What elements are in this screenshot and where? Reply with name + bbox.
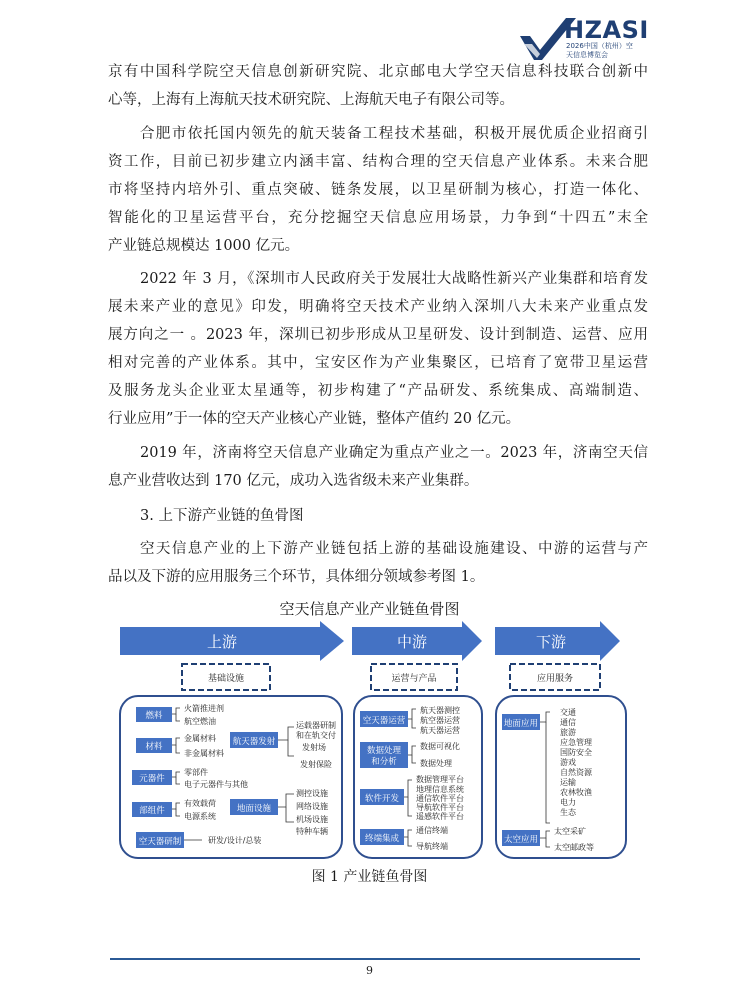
terminal-item: 导航终端	[416, 842, 448, 851]
paragraph-line: 展未来产业的意见》印发，明确将空天技术产业纳入深圳八大未来产业重点发	[108, 299, 648, 315]
terminal-node-label: 终端集成	[364, 834, 400, 844]
paragraph-line: 相对完善的产业体系。其中，宝安区作为产业集聚区，已培育了宽带卫星运营	[108, 355, 648, 371]
ground-item: 特种车辆	[296, 827, 328, 836]
downstream-arrow-label: 下游	[535, 633, 567, 651]
ground-node-label: 地面设施	[236, 804, 272, 814]
software-node-label: 软件开发	[364, 794, 400, 804]
component-node-label: 元器件	[139, 774, 165, 784]
paragraph-line: 行业应用”于一体的空天产业核心产业链，整体产值约 20 亿元。	[108, 411, 521, 427]
ground-app-item: 国防安全	[560, 748, 592, 757]
rnd-item: 研发/设计/总装	[208, 836, 262, 845]
ground-app-item: 旅游	[560, 728, 576, 737]
rnd-node-label: 空天器研制	[138, 837, 182, 847]
paragraph-line: 京有中国科学院空天信息创新研究院、北京邮电大学空天信息科技联合创新中	[108, 64, 648, 80]
launch-item: 发射场	[302, 743, 326, 752]
ground-item: 网络设施	[296, 802, 328, 811]
paragraph-line: 产业链总规模达 1000 亿元。	[108, 238, 300, 254]
paragraph-line: 空天信息产业的上下游产业链包括上游的基础设施建设、中游的运营与产	[140, 541, 648, 557]
ground-app-item: 生态	[560, 808, 576, 817]
software-item: 地理信息系统	[416, 785, 464, 794]
fishbone-diagram	[114, 620, 634, 866]
material-item: 非金属材料	[184, 749, 224, 758]
software-item: 遥感软件平台	[416, 812, 464, 821]
ops-item: 航天器测控	[420, 706, 460, 715]
launch-node-label: 航天器发射	[232, 737, 276, 747]
page-number: 9	[366, 964, 373, 977]
paragraph-line: 智能化的卫星运营平台，充分挖掘空天信息应用场景，力争到“十四五”末全	[108, 210, 648, 226]
launch-item: 发射保险	[300, 760, 332, 769]
component-item: 电子元器件与其他	[184, 780, 248, 789]
ground-item: 机场设施	[296, 815, 328, 824]
footer-rule	[110, 958, 640, 960]
component-item: 零部件	[184, 768, 208, 777]
paragraph-line: 品以及下游的应用服务三个环节，具体细分领域参考图 1。	[108, 569, 485, 585]
paragraph-line: 资工作，目前已初步建立内涵丰富、结构合理的空天信息产业体系。未来合肥	[108, 154, 648, 170]
logo-subtitle: 2026中国（杭州）空 天信息博览会	[566, 42, 633, 59]
assembly-item: 有效载荷	[184, 799, 216, 808]
ops-item: 航空器运营	[420, 716, 460, 725]
data-item: 数据可视化	[420, 742, 460, 751]
material-item: 金属材料	[184, 734, 216, 743]
fuel-item: 航空燃油	[184, 717, 216, 726]
paragraph-line: 2019 年，济南将空天信息产业确定为重点产业之一。2023 年，济南空天信	[140, 445, 648, 461]
ground-app-item: 运输	[560, 778, 576, 787]
paragraph-line: 展方向之一 。2023 年，深圳已初步形成从卫星研发、设计到制造、运营、应用	[108, 327, 648, 343]
paragraph-line: 心等，上海有上海航天技术研究院、上海航天电子有限公司等。	[108, 92, 514, 108]
section-heading: 3. 上下游产业链的鱼骨图	[140, 508, 304, 524]
launch-item: 和在轨交付	[296, 731, 336, 740]
ops-node-label: 空天器运营	[362, 716, 406, 726]
ground-app-item: 电力	[560, 798, 576, 807]
material-node-label: 材料	[145, 742, 163, 752]
space-app-item: 太空邮政等	[554, 843, 594, 852]
data-node-label: 和分析	[371, 757, 397, 767]
logo-name: HZASI	[564, 16, 649, 44]
software-item: 数据管理平台	[416, 775, 464, 784]
ops-item: 航天器运营	[420, 726, 460, 735]
ground-app-item: 自然资源	[560, 768, 592, 777]
figure-caption: 图 1 产业链鱼骨图	[311, 869, 428, 885]
ground-item: 测控设施	[296, 789, 328, 798]
ground-app-item: 应急管理	[560, 738, 592, 747]
assembly-node-label: 部组件	[139, 806, 165, 816]
software-item: 通信软件平台	[416, 794, 464, 803]
data-node-label: 数据处理	[366, 746, 402, 756]
paragraph-line: 合肥市依托国内领先的航天装备工程技术基础，积极开展优质企业招商引	[140, 126, 648, 142]
paragraph-line: 市将坚持内培外引、重点突破、链条发展，以卫星研制为核心，打造一体化、	[108, 182, 648, 198]
figure-title: 空天信息产业产业链鱼骨图	[279, 600, 460, 618]
software-item: 导航软件平台	[416, 803, 464, 812]
terminal-item: 通信终端	[416, 826, 448, 835]
ground-app-item: 通信	[560, 718, 576, 727]
assembly-item: 电源系统	[184, 812, 216, 821]
launch-item: 运载器研制	[296, 721, 336, 730]
paragraph-line: 及服务龙头企业亚太星通等，初步构建了“产品研发、系统集成、高端制造、	[108, 383, 648, 399]
ground-app-item: 交通	[560, 708, 576, 717]
upstream-arrow-label: 上游	[206, 633, 238, 651]
paragraph-line: 2022 年 3 月，《深圳市人民政府关于发展壮大战略性新兴产业集群和培育发	[140, 271, 648, 287]
space-app-node-label: 太空应用	[503, 835, 539, 845]
fuel-item: 火箭推进剂	[184, 704, 224, 713]
ground-app-item: 农林牧渔	[560, 788, 592, 797]
midstream-arrow-label: 中游	[396, 633, 428, 651]
ground-app-item: 游戏	[560, 758, 576, 767]
infrastructure-label: 基础设施	[207, 674, 245, 684]
fuel-node-label: 燃料	[145, 711, 163, 721]
paragraph-line: 息产业营收达到 170 亿元，成功入选省级未来产业集群。	[108, 473, 479, 489]
application-label: 应用服务	[536, 674, 574, 684]
data-item: 数据处理	[420, 759, 452, 768]
ground-app-node-label: 地面应用	[503, 719, 539, 729]
operations-label: 运营与产品	[391, 674, 437, 684]
space-app-item: 太空采矿	[554, 827, 586, 836]
